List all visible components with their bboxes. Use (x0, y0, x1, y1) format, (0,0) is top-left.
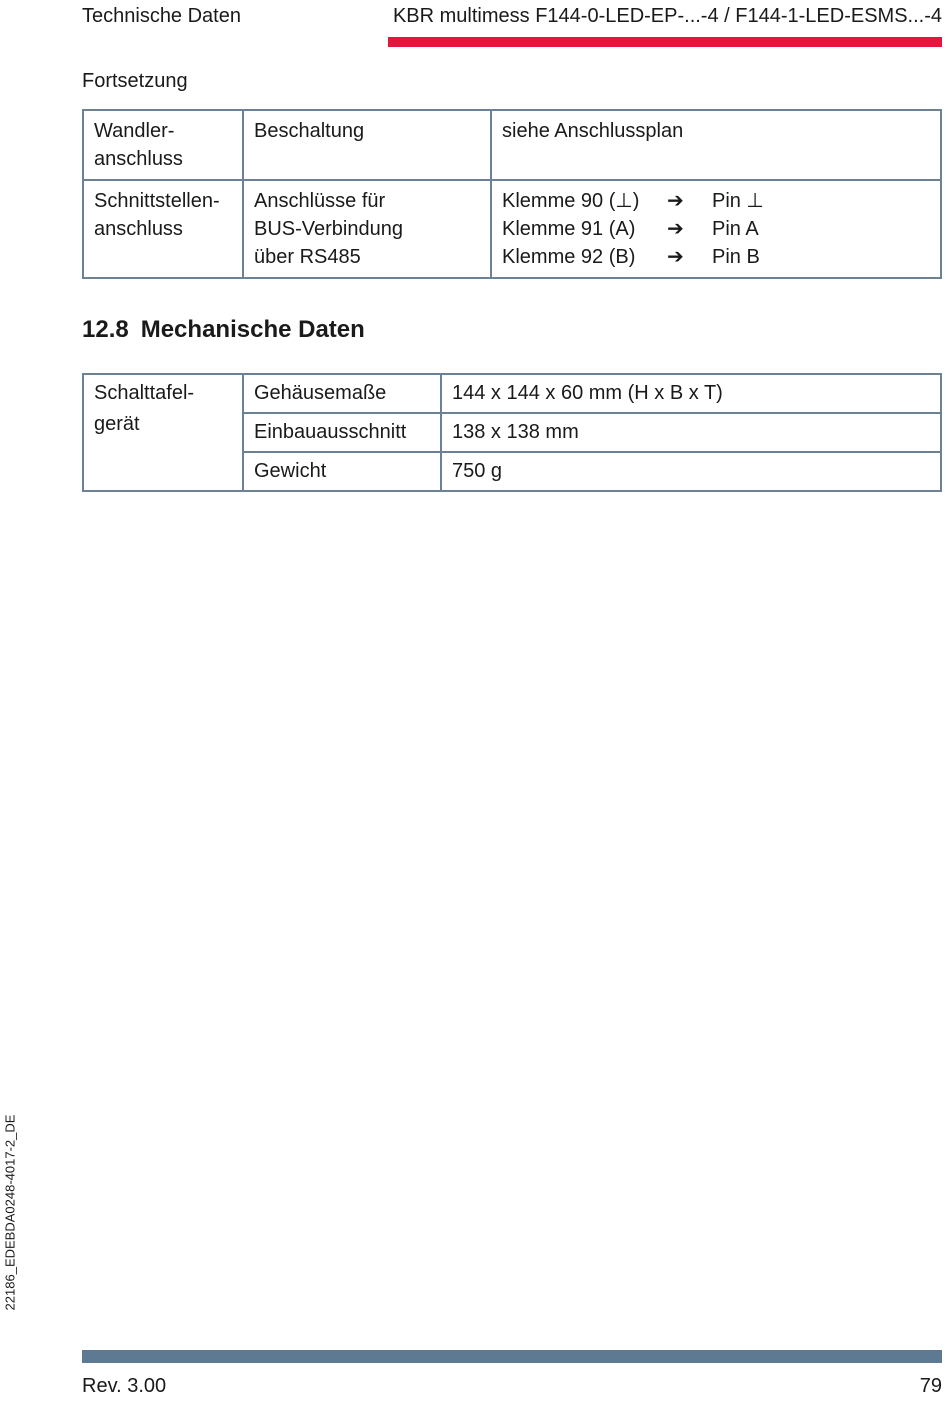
section-number: 12.8 (82, 316, 129, 343)
section-title: Mechanische Daten (140, 316, 365, 343)
row-label: Einbauausschnitt (243, 413, 441, 452)
mechanical-table (82, 373, 942, 492)
pin-label: Pin A (712, 218, 759, 240)
table-row (83, 110, 941, 180)
terminal-label: Klemme 90 (⊥) (502, 190, 640, 212)
footer-bar (82, 1350, 942, 1363)
row-label: Schnittstellen- anschluss (83, 180, 243, 278)
group-label: Schalttafel- gerät (83, 374, 243, 491)
continuation-label: Fortsetzung (82, 70, 188, 92)
header-product: KBR multimess F144-0-LED-EP-...-4 / F144-1-LED-ESMS...-4 (392, 5, 942, 27)
pin-row (502, 215, 930, 243)
header-chapter: Technische Daten (82, 5, 241, 27)
row-type: Beschaltung (243, 110, 491, 180)
table-row (83, 374, 941, 413)
footer-revision: Rev. 3.00 (82, 1375, 167, 1397)
pin-label: Pin B (712, 246, 760, 268)
pin-row (502, 243, 930, 271)
table-row (83, 180, 941, 278)
arrow-icon: ➔ (667, 190, 684, 212)
row-value: 138 x 138 mm (441, 413, 941, 452)
side-document-id: 22186_EDEBDA0248-4017-2_DE (2, 1114, 18, 1311)
arrow-icon: ➔ (667, 218, 684, 240)
row-value: 144 x 144 x 60 mm (H x B x T) (441, 374, 941, 413)
pin-mapping (491, 180, 941, 278)
row-value: siehe Anschlussplan (491, 110, 941, 180)
row-label: Wandler- anschluss (83, 110, 243, 180)
section-heading (82, 316, 365, 344)
header-accent-bar (388, 37, 942, 47)
arrow-icon: ➔ (667, 246, 684, 268)
interface-table (82, 109, 942, 279)
row-label: Gehäusemaße (243, 374, 441, 413)
pin-label: Pin ⊥ (712, 190, 764, 212)
terminal-label: Klemme 92 (B) (502, 246, 636, 268)
row-label: Gewicht (243, 452, 441, 491)
pin-row (502, 187, 930, 215)
terminal-label: Klemme 91 (A) (502, 218, 636, 240)
row-type: Anschlüsse für BUS-Verbindung über RS485 (243, 180, 491, 278)
page-number: 79 (919, 1375, 942, 1397)
row-value: 750 g (441, 452, 941, 491)
